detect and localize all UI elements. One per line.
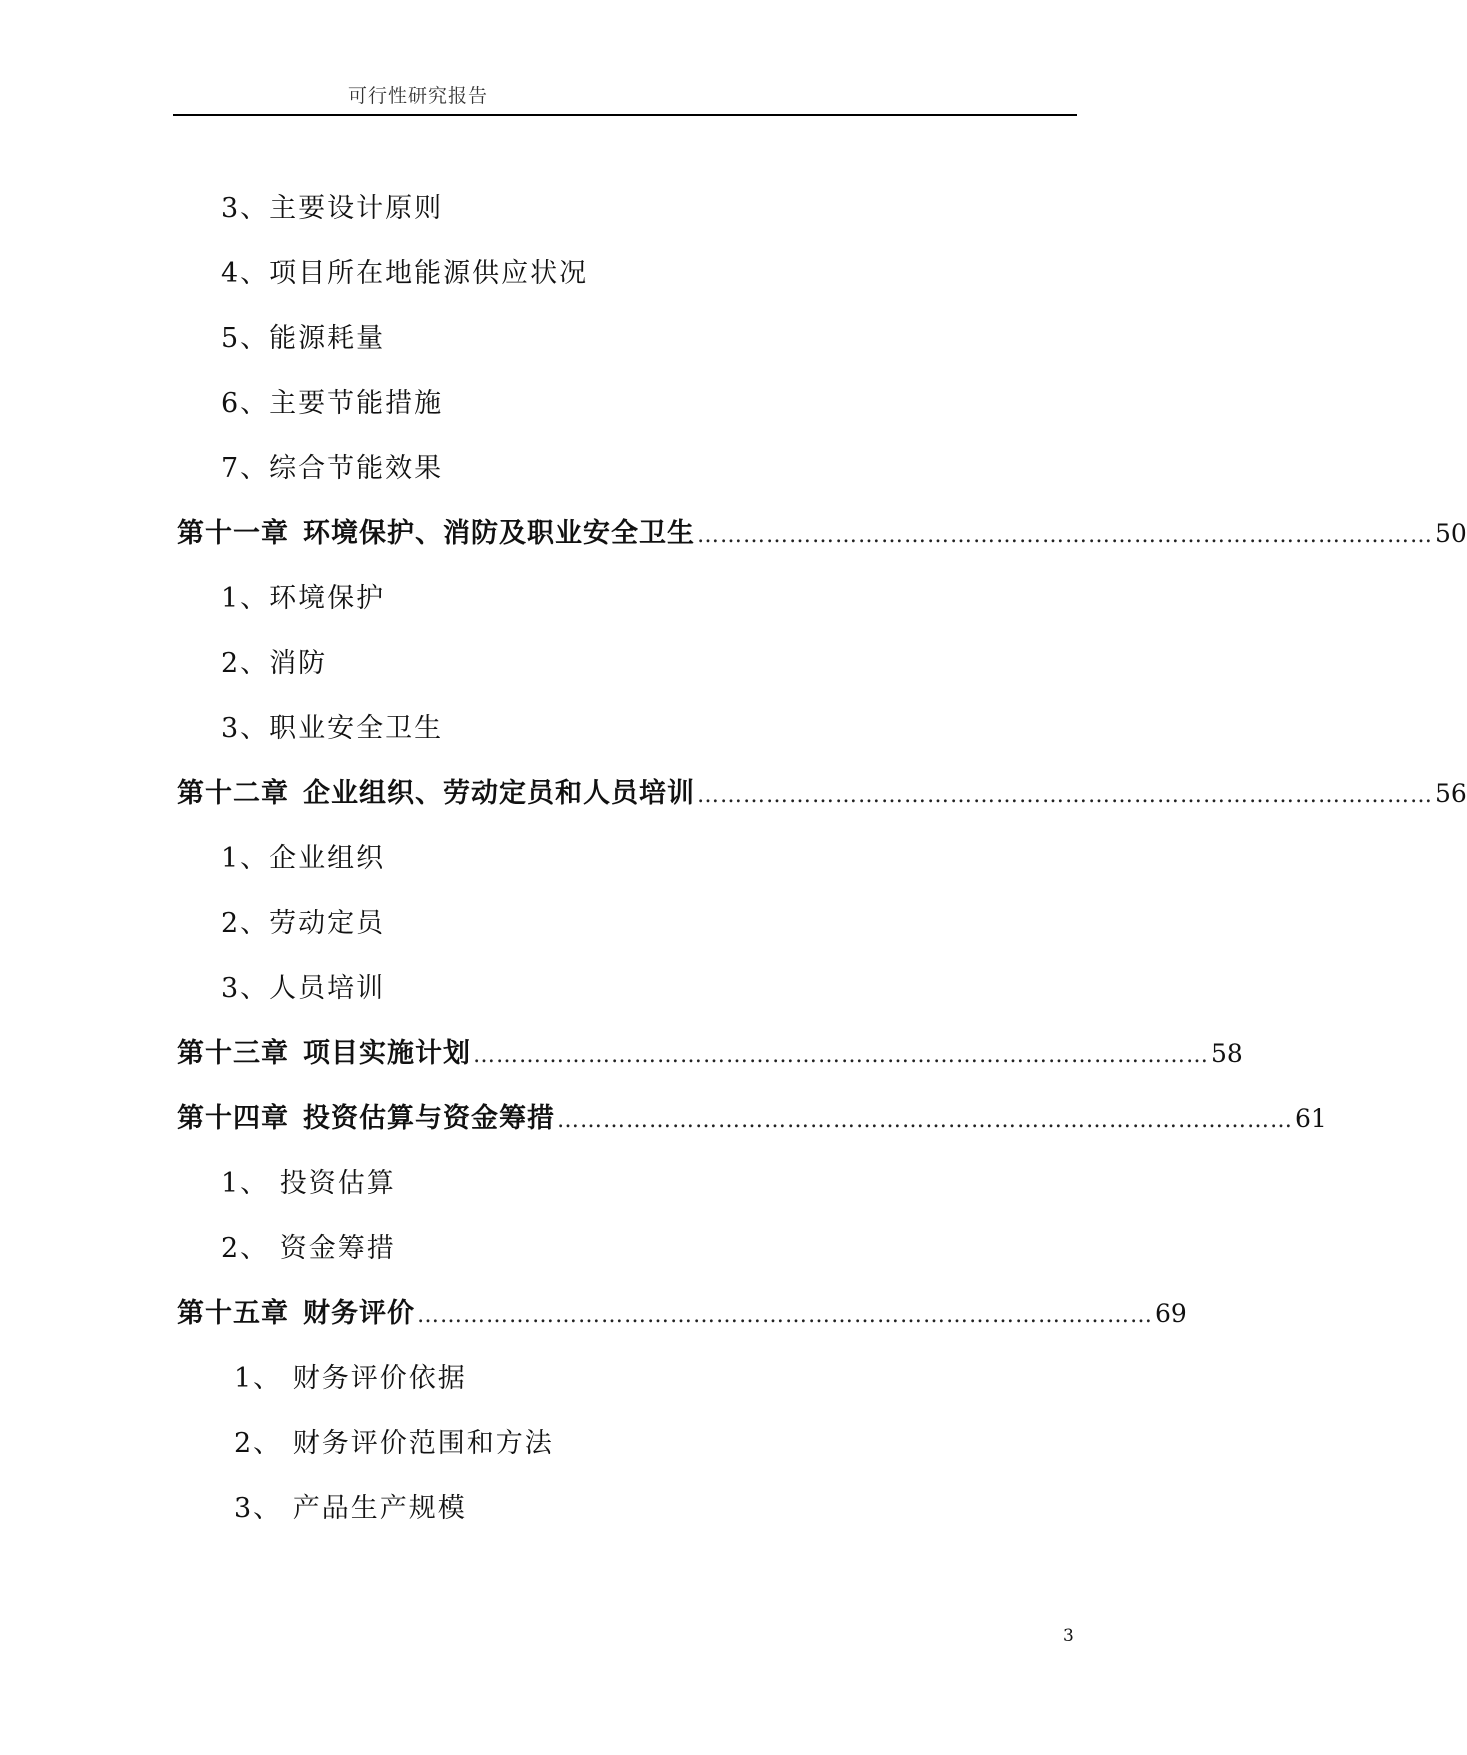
chapter-page-number: 58 [1211, 1039, 1243, 1068]
toc-entry: 3、主要设计原则 [221, 193, 444, 224]
toc-entry: 3、 产品生产规模 [234, 1493, 467, 1524]
toc-entry: 4、项目所在地能源供应状况 [221, 258, 589, 289]
chapter-number: 第十一章 [177, 518, 289, 549]
toc-entry: 3、人员培训 [221, 973, 386, 1004]
chapter-title: 投资估算与资金筹措 [303, 1103, 555, 1134]
toc-chapter-row[interactable] [177, 774, 1467, 814]
toc-chapter-row[interactable] [177, 514, 1467, 554]
chapter-number: 第十二章 [177, 778, 289, 809]
dot-leader: …………………………………………………………………………………… [473, 1043, 1209, 1068]
dot-leader: …………………………………………………………………………………… [417, 1303, 1153, 1328]
toc-entry: 7、综合节能效果 [221, 453, 444, 484]
chapter-page-number: 69 [1155, 1299, 1187, 1328]
toc-entry: 2、 资金筹措 [221, 1233, 396, 1264]
dot-leader: …………………………………………………………………………………… [557, 1108, 1293, 1133]
chapter-page-number: 61 [1295, 1104, 1327, 1133]
toc-entry: 6、主要节能措施 [221, 388, 444, 419]
toc-entry: 1、 财务评价依据 [234, 1363, 467, 1394]
toc-entry: 1、企业组织 [221, 843, 386, 874]
chapter-number: 第十三章 [177, 1038, 289, 1069]
toc-entry: 2、劳动定员 [221, 908, 386, 939]
document-title: 可行性研究报告 [348, 85, 489, 107]
dot-leader: …………………………………………………………………………………… [697, 783, 1433, 808]
toc-chapter-row[interactable] [177, 1294, 1187, 1334]
chapter-number: 第十四章 [177, 1103, 289, 1134]
toc-chapter-row[interactable] [177, 1099, 1327, 1139]
chapter-number: 第十五章 [177, 1298, 289, 1329]
page-number: 3 [1063, 1626, 1074, 1646]
chapter-page-number: 50 [1435, 519, 1467, 548]
chapter-title: 项目实施计划 [303, 1038, 471, 1069]
chapter-title: 环境保护、消防及职业安全卫生 [303, 518, 695, 549]
chapter-page-number: 56 [1435, 779, 1467, 808]
toc-entry: 2、 财务评价范围和方法 [234, 1428, 554, 1459]
header-divider [173, 114, 1077, 116]
dot-leader: …………………………………………………………………………………… [697, 523, 1433, 548]
toc-entry: 5、能源耗量 [221, 323, 386, 354]
toc-entry: 2、消防 [221, 648, 328, 679]
toc-entry: 3、职业安全卫生 [221, 713, 444, 744]
chapter-title: 企业组织、劳动定员和人员培训 [303, 778, 695, 809]
chapter-title: 财务评价 [303, 1298, 415, 1329]
toc-chapter-row[interactable] [177, 1034, 1243, 1074]
toc-entry: 1、 投资估算 [221, 1168, 396, 1199]
toc-entry: 1、环境保护 [221, 583, 386, 614]
